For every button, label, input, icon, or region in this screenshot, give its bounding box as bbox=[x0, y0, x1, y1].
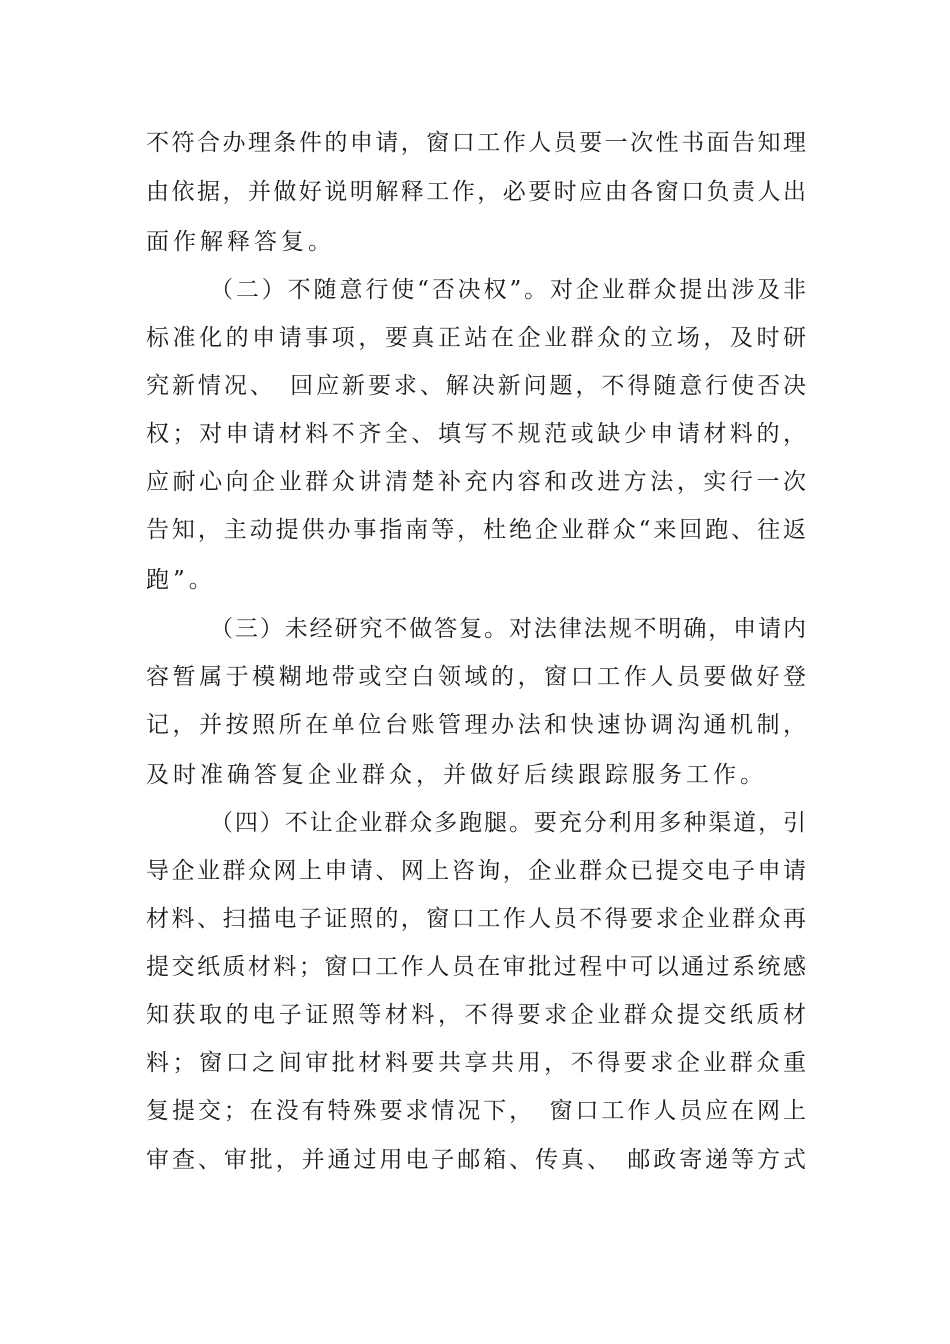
paragraph-line: 权；对申请材料不齐全、填写不规范或缺少申请材料的， bbox=[146, 421, 806, 447]
paragraph-line: 及时准确答复企业群众，并做好后续跟踪服务工作。 bbox=[146, 762, 767, 788]
paragraph-line: （二）不随意行使“否决权”。对企业群众提出涉及非 bbox=[210, 277, 806, 303]
paragraph-line: 审查、审批，并通过用电子邮箱、传真、 邮政寄递等方式 bbox=[146, 1147, 806, 1173]
paragraph-line: 应耐心向企业群众讲清楚补充内容和改进方法，实行一次 bbox=[146, 469, 806, 495]
paragraph-line: 面作解释答复。 bbox=[146, 229, 335, 255]
paragraph-line: 提交纸质材料；窗口工作人员在审批过程中可以通过系统感 bbox=[146, 954, 806, 980]
paragraph-line: （四）不让企业群众多跑腿。要充分利用多种渠道，引 bbox=[210, 810, 806, 836]
paragraph-line: 标准化的申请事项，要真正站在企业群众的立场，及时研 bbox=[146, 325, 806, 351]
paragraph-line: 知获取的电子证照等材料，不得要求企业群众提交纸质材 bbox=[146, 1002, 806, 1028]
paragraph-line: （三）未经研究不做答复。对法律法规不明确，申请内 bbox=[210, 616, 806, 642]
paragraph-line: 容暂属于模糊地带或空白领域的，窗口工作人员要做好登 bbox=[146, 664, 806, 690]
paragraph-line: 材料、扫描电子证照的，窗口工作人员不得要求企业群众再 bbox=[146, 906, 806, 932]
paragraph-line: 跑”。 bbox=[146, 567, 216, 593]
paragraph-line: 告知，主动提供办事指南等，杜绝企业群众“来回跑、往返 bbox=[146, 517, 806, 543]
paragraph-line: 由依据，并做好说明解释工作，必要时应由各窗口负责人出 bbox=[146, 179, 806, 205]
paragraph-line: 究新情况、 回应新要求、解决新问题，不得随意行使否决 bbox=[146, 373, 806, 399]
paragraph-line: 料；窗口之间审批材料要共享共用，不得要求企业群众重 bbox=[146, 1050, 806, 1076]
paragraph-line: 导企业群众网上申请、网上咨询，企业群众已提交电子申请 bbox=[146, 858, 806, 884]
paragraph-line: 不符合办理条件的申请，窗口工作人员要一次性书面告知理 bbox=[146, 130, 806, 156]
paragraph-line: 复提交；在没有特殊要求情况下， 窗口工作人员应在网上 bbox=[146, 1098, 806, 1124]
paragraph-line: 记，并按照所在单位台账管理办法和快速协调沟通机制， bbox=[146, 712, 806, 738]
